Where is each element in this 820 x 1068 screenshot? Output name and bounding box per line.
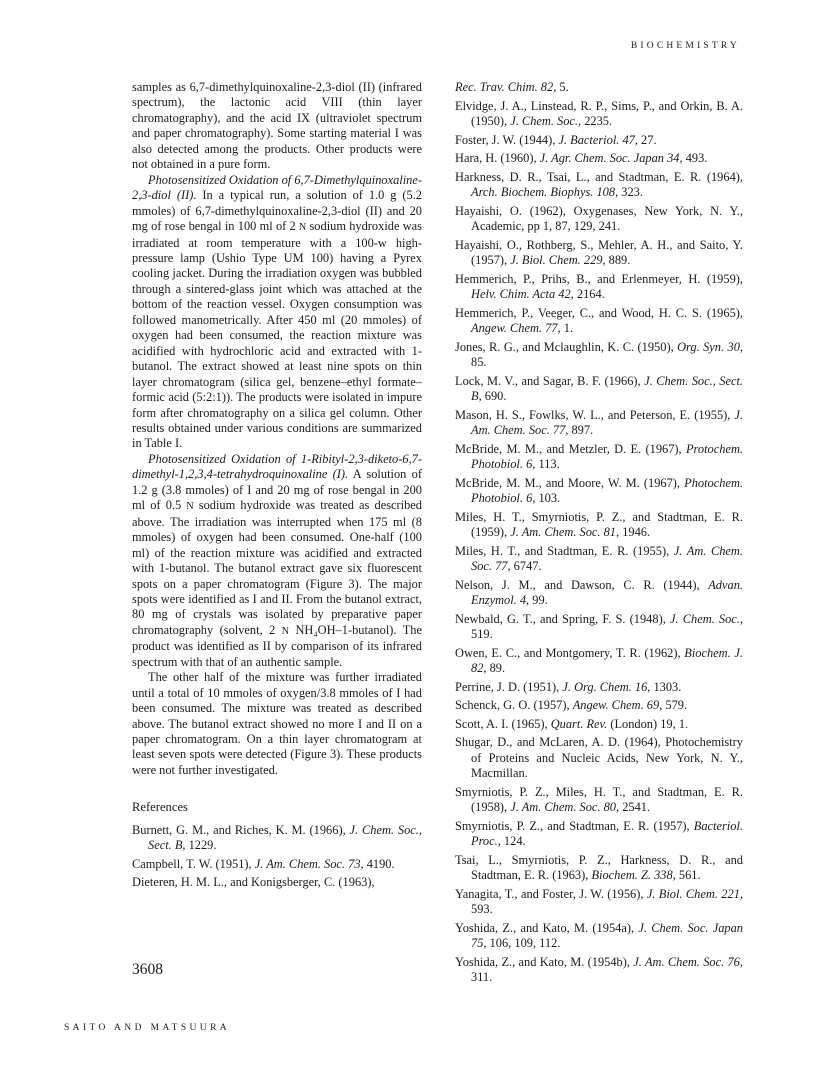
normality-symbol: N	[281, 625, 290, 637]
reference-item: Lock, M. V., and Sagar, B. F. (1966), J. Chem. Soc., Sect. B, 690.	[455, 373, 744, 404]
references-list-right	[455, 80, 743, 986]
reference-item: Rec. Trav. Chim. 82, 5.	[455, 80, 569, 94]
paragraph-continuation: samples as 6,7-dimethylquinoxaline-2,3-diol (II) (infrared spectrum), the lactonic acid VIII (thin layer chromatography), and the acid IX (ultraviolet spectrum and paper chromatography). Some starting material I was also detected among the products. Other products were not obtained in a pure form.	[132, 80, 422, 172]
paragraph-text: sodium hydroxide was treated as described above. The irradiation was interrupted when 175 ml (8 mmoles) of oxygen had been consumed. One-half (100 ml) of the reaction mixture was acidified and extracted with 1-butanol. The butanol extract gave six fluorescent spots on a paper chromatogram (Figure 3). The major spots were identified as I and II. From the butanol extract, 80 mg of crystals was isolated by preparative paper chromatography (solvent, 2	[132, 498, 423, 637]
running-header: BIOCHEMISTRY	[630, 41, 740, 51]
reference-item: Foster, J. W. (1944), J. Bacteriol. 47, 27.	[455, 132, 657, 147]
reference-item: Yoshida, Z., and Kato, M. (1954b), J. Am. Chem. Soc. 76, 311.	[455, 954, 743, 985]
paragraph-text: A solution of 1.2 g (3.8 mmoles) of I and 20 mg of rose bengal in 200 ml of 0.5	[132, 467, 422, 513]
right-column	[455, 80, 743, 989]
left-column	[132, 80, 422, 894]
reference-item: Newbald, G. T., and Spring, F. S. (1948), J. Chem. Soc., 519.	[455, 611, 743, 642]
reference-item: Smyrniotis, P. Z., and Stadtman, E. R. (1957), Bacteriol. Proc., 124.	[455, 818, 743, 849]
paragraph-oxidation-ribityl	[132, 452, 422, 670]
reference-item: Burnett, G. M., and Riches, K. M. (1966), J. Chem. Soc., Sect. B, 1229.	[132, 822, 422, 853]
reference-item: Dieteren, H. M. L., and Konigsberger, C. (1963),	[132, 875, 375, 890]
reference-item: Elvidge, J. A., Linstead, R. P., Sims, P., and Orkin, B. A. (1950), J. Chem. Soc., 2235.	[455, 98, 743, 128]
reference-item: Yoshida, Z., and Kato, M. (1954a), J. Chem. Soc. Japan 75, 106, 109, 112.	[455, 920, 743, 951]
reference-item: Shugar, D., and McLaren, A. D. (1964), Photochemistry of Proteins and Nucleic Acids, New York, N. Y., Macmillan.	[455, 735, 743, 781]
reference-item: Hayaishi, O. (1962), Oxygenases, New York, N. Y., Academic, pp 1, 87, 129, 241.	[455, 203, 743, 234]
paragraph-text: sodium hydroxide was irradiated at room temperature with a 100-w high-pressure lamp (Ushio Type UM 100) having a Pyrex cooling jacket. During the irradiation oxygen was bubbled through a sintered-glass joint which was attached at the bottom of the reaction vessel. Oxygen consumption was followed manometrically. After 450 ml (20 mmoles) of oxygen had been consumed, the reaction mixture was acidified with hydrochloric acid and extracted with 1-butanol. The extract showed at least nine spots on thin layer chromatogram (silica gel, benzene–ethyl formate–formic acid (5:2:1)). The products were isolated in impure form after chromatography on a silica gel column. Other results obtained under various conditions are summarized in Table I.	[132, 219, 422, 451]
paragraph-further-irradiation: The other half of the mixture was further irradiated until a total of 10 mmoles of oxygen/3.8 mmoles of I had been consumed. The mixture was treated as described above. The butanol extract showed no more I and II on a paper chromatogram. On a thin layer chromatogram at least seven spots were detected (Figure 3). These products were not further investigated.	[132, 670, 422, 777]
reference-item: McBride, M. M., and Metzler, D. E. (1967), Protochem. Photobiol. 6, 113.	[455, 441, 743, 472]
reference-item: Owen, E. C., and Montgomery, T. R. (1962), Biochem. J. 82, 89.	[455, 645, 743, 676]
reference-item: Campbell, T. W. (1951), J. Am. Chem. Soc. 73, 4190.	[132, 856, 395, 871]
reference-item: Jones, R. G., and Mclaughlin, K. C. (1950), Org. Syn. 30, 85.	[455, 339, 743, 370]
references-list-left	[132, 823, 422, 891]
reference-item: McBride, M. M., and Moore, W. M. (1967), Photochem. Photobiol. 6, 103.	[455, 475, 743, 506]
section-title-ribityl: Photosensitized Oxidation of 1-Ribityl-2,3-diketo-6,7-dimethyl-1,2,3,4-tetrahydroquinoxaline (I).	[132, 451, 422, 482]
normality-symbol: N	[298, 222, 307, 234]
reference-item: Smyrniotis, P. Z., Miles, H. T., and Stadtman, E. R. (1958), J. Am. Chem. Soc. 80, 2541.	[455, 784, 743, 815]
reference-item: Hemmerich, P., Prihs, B., and Erlenmeyer, H. (1959), Helv. Chim. Acta 42, 2164.	[455, 271, 743, 302]
section-title-diol: Photosensitized Oxidation of 6,7-Dimethylquinoxaline-2,3-diol (II).	[132, 172, 422, 203]
reference-item: Hara, H. (1960), J. Agr. Chem. Soc. Japan 34, 493.	[455, 151, 708, 166]
reference-item: Nelson, J. M., and Dawson, C. R. (1944), Advan. Enzymol. 4, 99.	[455, 577, 743, 608]
reference-item: Miles, H. T., Smyrniotis, P. Z., and Stadtman, E. R. (1959), J. Am. Chem. Soc. 81, 1946.	[455, 509, 743, 540]
paragraph-text: In a typical run, a solution of 1.0 g (5.2 mmoles) of 6,7-dimethylquinoxaline-2,3-diol (II) and 20 mg of rose bengal in 100 ml of 2	[132, 188, 422, 234]
reference-item: Perrine, J. D. (1951), J. Org. Chem. 16, 1303.	[455, 679, 682, 694]
normality-symbol: N	[186, 501, 194, 513]
reference-item: Mason, H. S., Fowlks, W. L., and Peterson, E. (1955), J. Am. Chem. Soc. 77, 897.	[455, 407, 743, 438]
paragraph-oxidation-diol	[132, 173, 422, 452]
reference-item: Miles, H. T., and Stadtman, E. R. (1955), J. Am. Chem. Soc. 77, 6747.	[455, 543, 743, 574]
reference-item: Hemmerich, P., Veeger, C., and Wood, H. C. S. (1965), Angew. Chem. 77, 1.	[455, 305, 743, 336]
running-footer: SAITO AND MATSUURA	[64, 1023, 231, 1033]
reference-item: Scott, A. I. (1965), Quart. Rev. (London) 19, 1.	[455, 716, 689, 731]
reference-item: Yanagita, T., and Foster, J. W. (1956), J. Biol. Chem. 221, 593.	[455, 886, 743, 917]
references-heading: References	[132, 800, 188, 815]
reference-item: Tsai, L., Smyrniotis, P. Z., Harkness, D. R., and Stadtman, E. R. (1963), Biochem. Z. 338, 561.	[455, 852, 743, 883]
reference-item: Harkness, D. R., Tsai, L., and Stadtman, E. R. (1964), Arch. Biochem. Biophys. 108, 323.	[455, 169, 743, 200]
page-number: 3608	[132, 961, 163, 978]
reference-item: Hayaishi, O., Rothberg, S., Mehler, A. H., and Saito, Y. (1957), J. Biol. Chem. 229, 889.	[455, 237, 743, 268]
reference-item: Schenck, G. O. (1957), Angew. Chem. 69, 579.	[455, 698, 688, 713]
paragraph-text: NH₄OH–1-butanol). The product was identified as II by comparison of its infrared spectrum with that of an authentic sample.	[132, 622, 422, 669]
